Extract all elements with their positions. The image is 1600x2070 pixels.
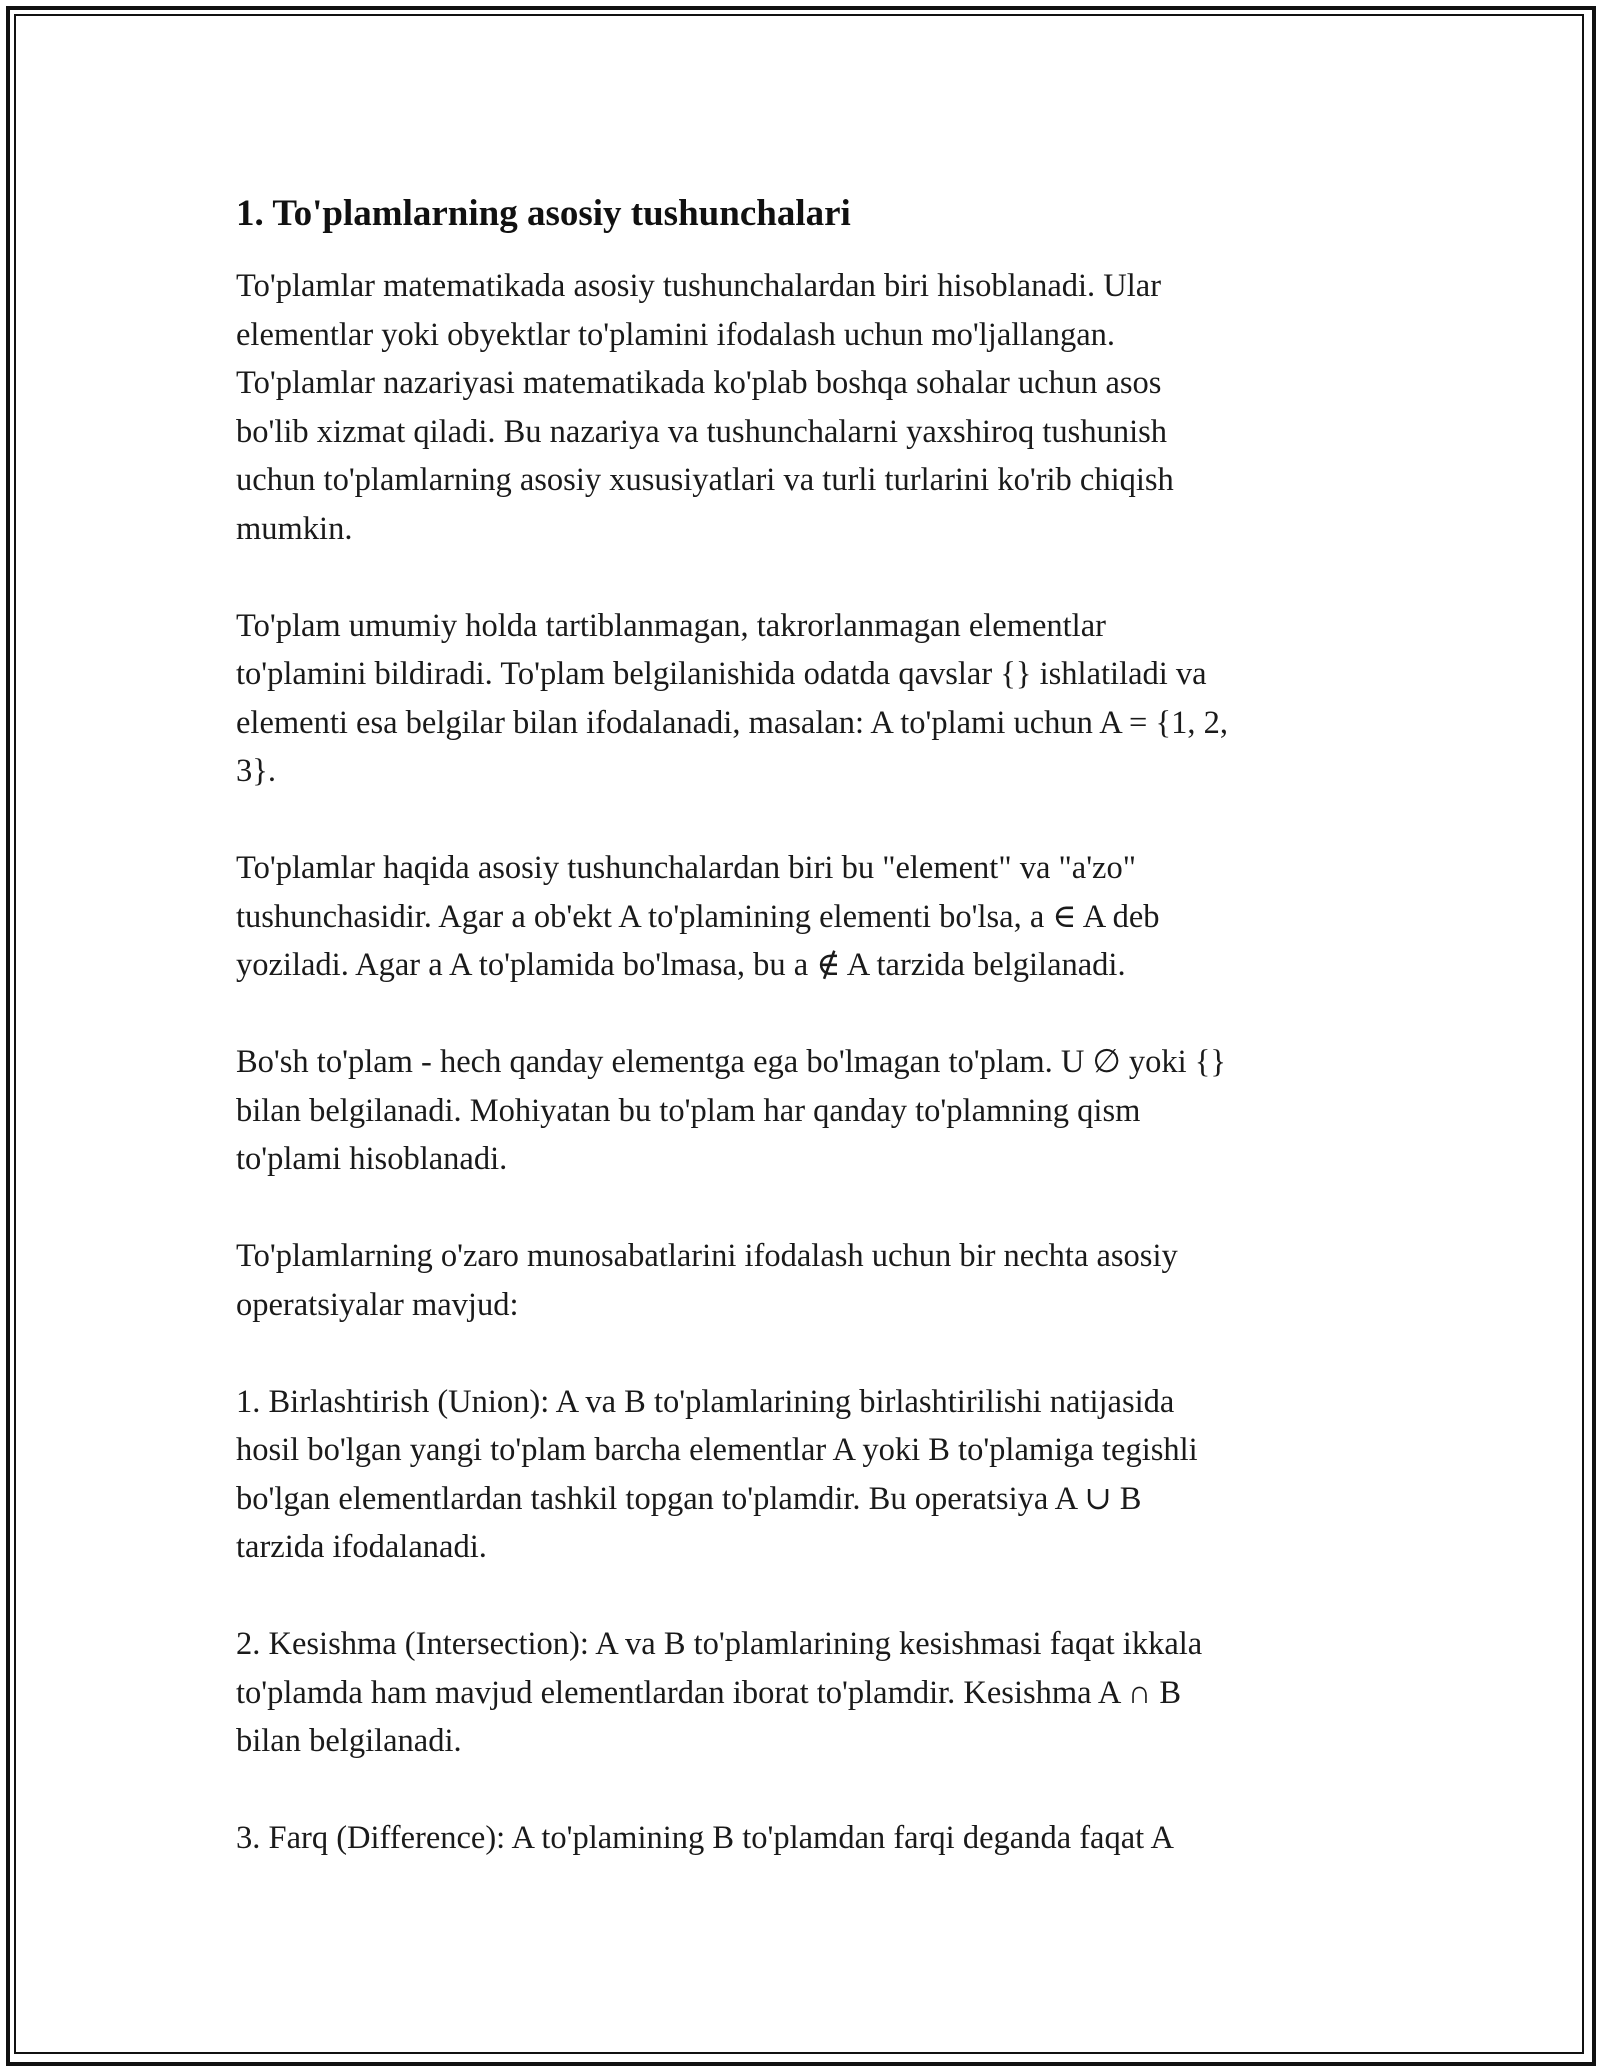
paragraph-operations-intro: To'plamlarning o'zaro munosabatlarini ifodalash uchun bir nechta asosiy operatsiyalar mavjud: xyxy=(236,1238,1178,1323)
paragraph-membership: To'plamlar haqida asosiy tushunchalardan biri bu "element" va "a'zo" tushunchasidir. Agar a ob'ekt A to'plamining elementi bo'lsa, a ∈ A deb yoziladi. Agar a A to'plamida bo'lmasa, bu a ∉ A tarzida belgilanadi. xyxy=(236,850,1160,983)
paragraph-intro: To'plamlar matematikada asosiy tushunchalardan biri hisoblanadi. Ular elementlar yoki obyektlar to'plamini ifodalash uchun mo'ljallangan. To'plamlar nazariyasi matematikada ko'plab boshqa sohalar uchun asos bo'lib xizmat qiladi. Bu nazariya va tushunchalarni yaxshiroq tushunish uchun to'plamlarning asosiy xususiyatlari va turli turlarini ko'rib chiqish mumkin. xyxy=(236,268,1174,547)
section-heading: 1. To'plamlarning asosiy tushunchalari xyxy=(236,193,851,234)
list-item-union: 1. Birlashtirish (Union): A va B to'plamlarining birlashtirilishi natijasida hosil bo'lgan yangi to'plam barcha elementlar A yoki B to'plamiga tegishli bo'lgan elementlardan tashkil topgan to'plamdir. Bu operatsiya A ∪ B tarzida ifodalanadi. xyxy=(236,1383,1198,1565)
list-item-difference: 3. Farq (Difference): A to'plamining B to'plamdan farqi deganda faqat A xyxy=(236,1820,1174,1856)
paragraph-empty-set: Bo'sh to'plam - hech qanday elementga ega bo'lmagan to'plam. U ∅ yoki {} bilan belgilanadi. Mohiyatan bu to'plam har qanday to'plamning qism to'plami hisoblanadi. xyxy=(236,1044,1226,1177)
paragraph-definition: To'plam umumiy holda tartiblanmagan, takrorlanmagan elementlar to'plamini bildiradi. To'plam belgilanishida odatda qavslar {} ishlatiladi va elementi esa belgilar bilan ifodalanadi, masalan: A to'plami uchun A = {1, 2, 3}. xyxy=(236,607,1228,789)
list-item-intersection: 2. Kesishma (Intersection): A va B to'plamlarining kesishmasi faqat ikkala to'plamda ham mavjud elementlardan iborat to'plamdir. Kesishma A ∩ B bilan belgilanadi. xyxy=(236,1626,1203,1759)
document-body xyxy=(236,190,1376,1911)
